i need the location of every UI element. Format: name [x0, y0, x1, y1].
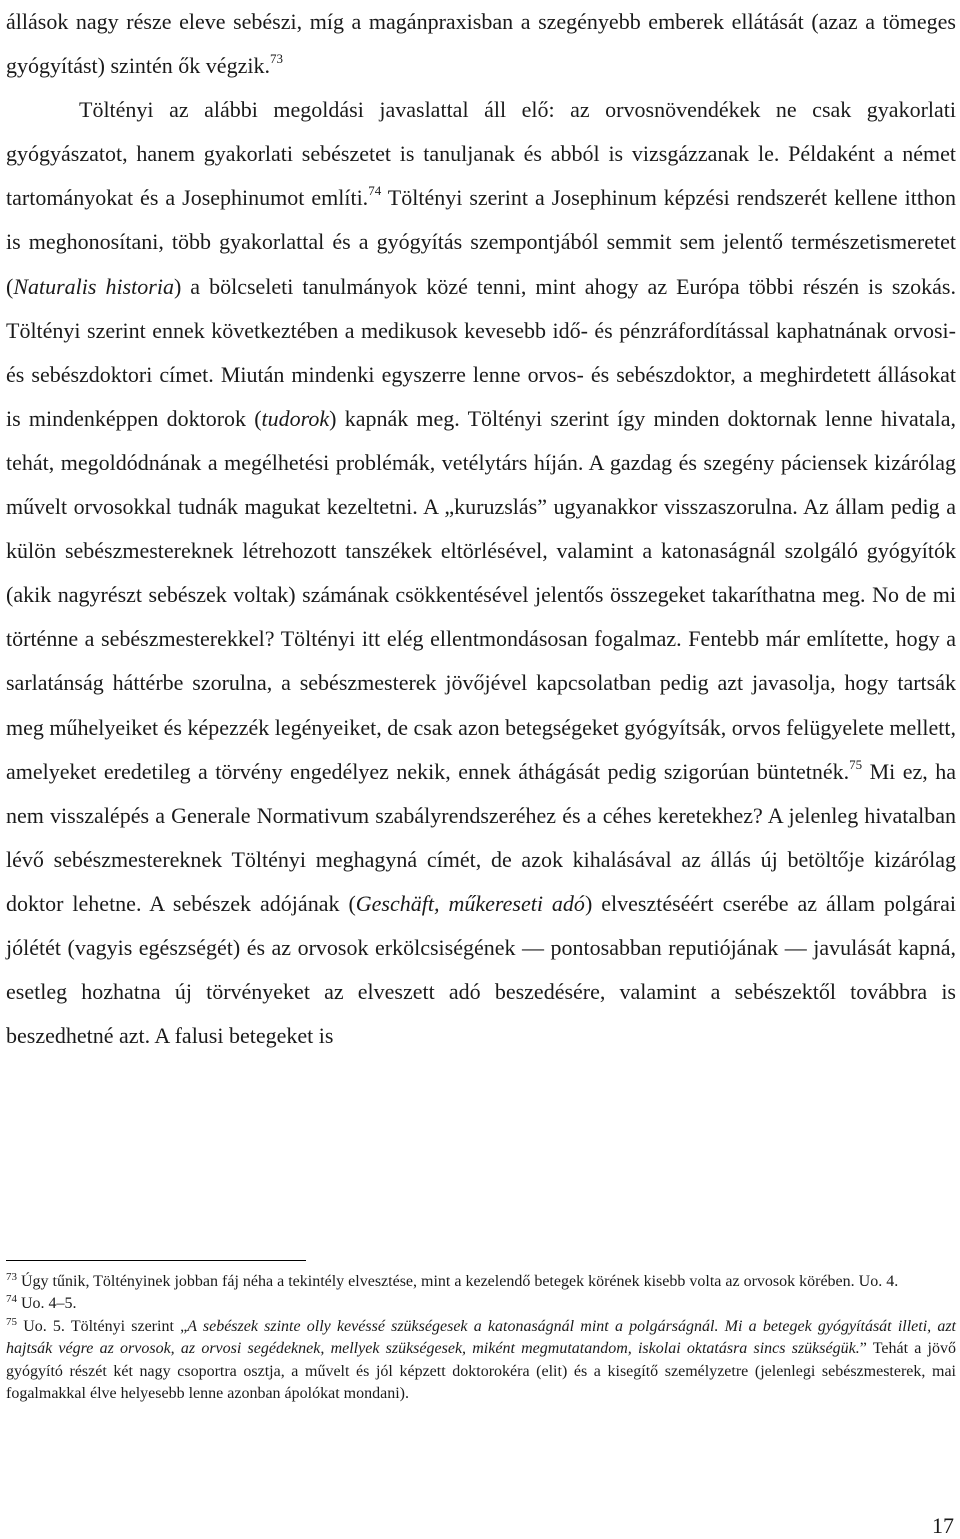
paragraph-text: ) kapnák meg. Töltényi szerint így minden doktornak lenne hivatala, tehát, megoldódnának a megélhetési problémák, vetélytárs híján. A gazdag és szegény páciensek kizárólag művelt orvosokkal tudnák magukat kezeltetni. A „kuruzslás” ugyanakkor visszaszorulna. Az állam pedig a külön sebészmestereknek létrehozott tanszékek eltörlésével, valamint a katonaságnál szolgáló gyógyítók (akik nagyrészt sebészek voltak) számának csökkentésével jelentős összegeket takaríthatna meg. No de mi történne a sebészmesterekkel? Töltényi itt elég ellentmondásosan fogalmaz. Fentebb már említette, hogy a sarlatánság háttérbe szorulna, a sebészmesterek jövőjével kapcsolatban pedig azt javasolja, hogy tartsák meg műhelyeiket és képezzék legényeiket, de csak azon betegségeket gyógyítsák, orvos felügyelete mellett, amelyeket eredetileg a törvény engedélyez nekik, ennek áthágását pedig szigorúan büntetnék. — [6, 405, 956, 784]
footnote-ref[interactable]: 75 — [849, 756, 863, 772]
footnote-text: Úgy tűnik, Töltényinek jobban fáj néha a tekintély elvesztése, mint a kezelendő betegek körének kisebb volta az orvosok körében. Uo. 4. — [17, 1273, 899, 1290]
paragraph-text: Mi ez, ha nem visszalépés a Generale Normativum szabályrendszeréhez és a céhes keretekhez? A jelenleg hivatalban lévő sebészmestereknek Töltényi meghagyná címét, de azok kihalásával az állás új betöltője kizárólag doktor lehetne. A sebészek adójának ( — [6, 758, 956, 916]
footnote-number: 74 — [6, 1293, 17, 1306]
italic-term: Geschäft, műkereseti adó — [355, 890, 585, 916]
italic-term: Naturalis historia — [13, 273, 174, 299]
paragraph-text: állások nagy része eleve sebészi, míg a magánpraxisban a szegényebb emberek ellátását (azaz a tömeges gyógyítást) szintén ők végzik. — [6, 9, 956, 79]
footnote-quote: A sebészek szinte olly kevéssé szükségesek a katonaságnál mint a polgárságnál. Mi a betegek gyógyítását illeti, azt hajtsák végre az orvosok, az orvosi segédeknek, mellyek szükségesek, miként megmutatandom, iskolai oktatásra sincs szükségük. — [6, 1317, 957, 1358]
paragraph-text: ) a bölcseleti tanulmányok közé tenni, mint ahogy az Európa többi részén is szokás. Töltényi szerint ennek következtében a medikusok kevesebb idő- és pénzráfordítással kaphatnának orvosi- és sebészdoktori címet. Miután mindenki egyszerre lenne orvos- és sebészdoktor, a meghirdetett állásokat is mindenképpen doktorok ( — [6, 273, 956, 431]
paragraph-2 — [6, 88, 956, 1058]
footnotes — [6, 1271, 956, 1405]
paragraph-text: ) elvesztéséért cserébe az állam polgárai jólétét (vagyis egészségét) és az orvosok erkölcsiségének ― pontosabban reputiójának ― javulását kapná, esetleg hozhatna új törvényeket az elveszett adó beszedésére, valamint a sebészektől továbbra is beszedhetné azt. A falusi betegeket is — [6, 890, 956, 1049]
page-body — [6, 0, 956, 1058]
footnote-74 — [6, 1293, 956, 1315]
footnote-divider — [6, 1260, 306, 1261]
italic-term: tudorok — [261, 405, 330, 431]
footnote-ref[interactable]: 73 — [269, 51, 283, 67]
footnote-73 — [6, 1271, 956, 1293]
footnote-75 — [6, 1316, 956, 1406]
paragraph-text: Töltényi az alábbi megoldási javaslattal áll elő: az orvosnövendékek ne csak gyakorlati gyógyászatot, hanem gyakorlati sebészetet is tanuljanak és abból is vizsgázzanak le. Példaként a német tartományokat és a Josephinumot említi. — [6, 97, 956, 211]
footnote-text: Uo. 5. Töltényi szerint „ — [17, 1317, 188, 1335]
footnote-text: ” Tehát a jövő gyógyító részét két nagy csoportra osztja, a művelt és jól képzett doktorokéra (elit) és a kisegítő személyzetre (jelenlegi sebészmesterek, mai fogalmakkal élve helyesebb lenne azonban ápolókat mondani). — [6, 1340, 956, 1403]
footnote-number: 73 — [6, 1271, 17, 1283]
main-text — [6, 0, 956, 1058]
paragraph-1 — [6, 0, 956, 88]
footnote-number: 75 — [6, 1315, 17, 1328]
footnote-text: Uo. 4–5. — [17, 1295, 77, 1313]
footnote-ref[interactable]: 74 — [368, 183, 382, 199]
page-number: 17 — [932, 1513, 954, 1538]
paragraph-text: Töltényi szerint a Josephinum képzési rendszerét kellene itthon is meghonosítani, több gyakorlattal és a gyógyítás szempontjából semmit sem jelentő természetismeretet ( — [6, 185, 956, 299]
